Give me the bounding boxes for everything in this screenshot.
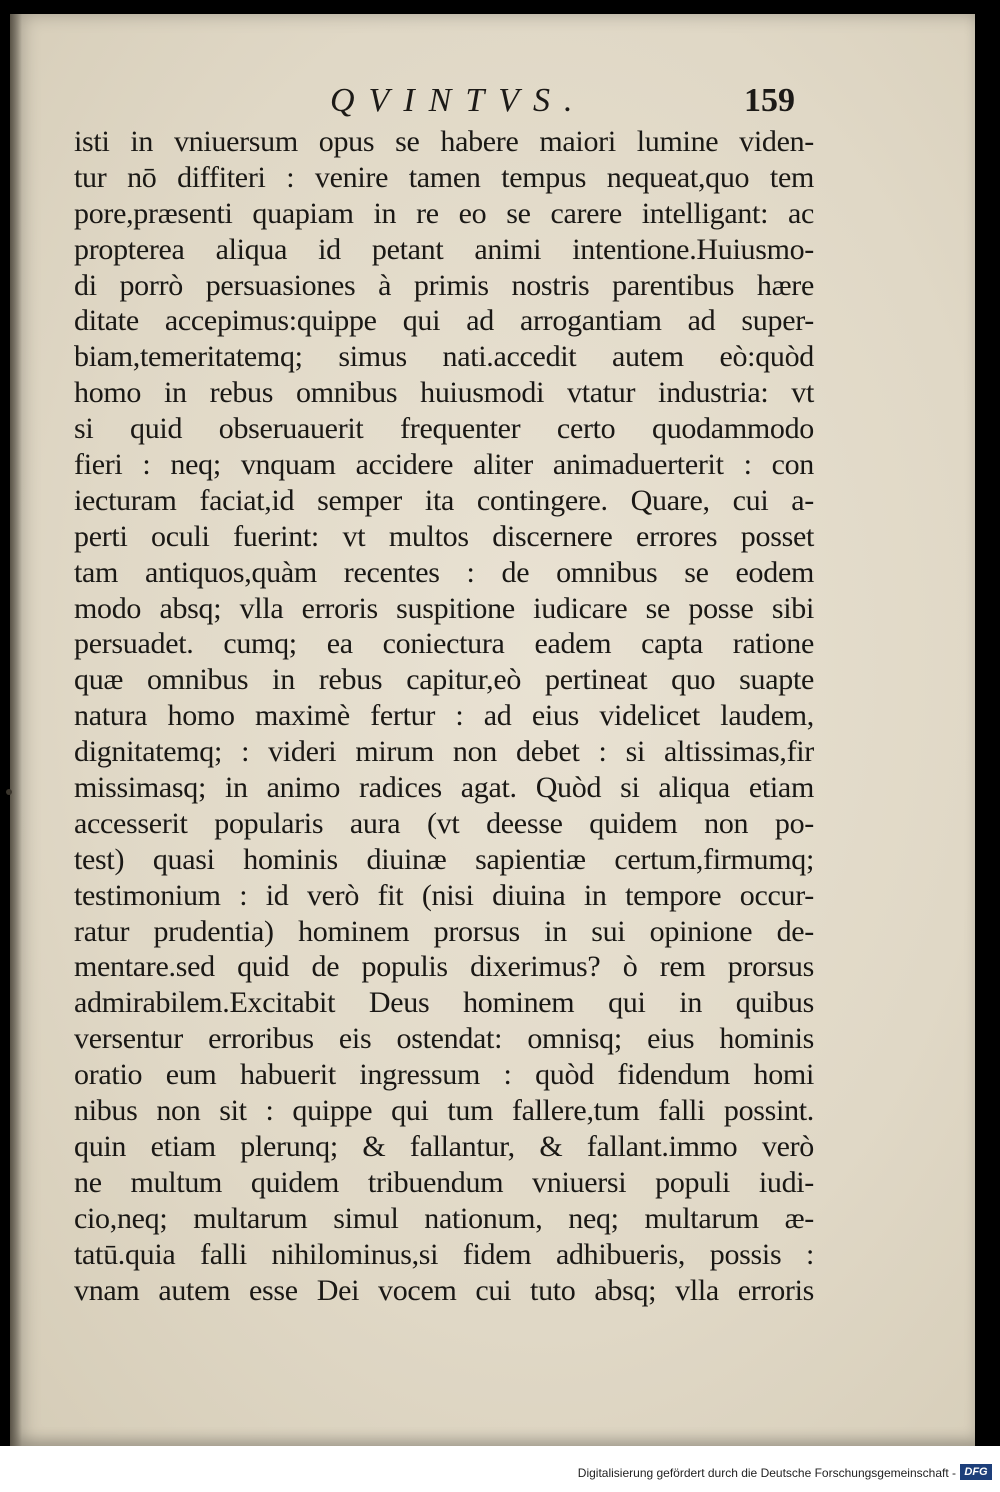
page-number: 159	[744, 82, 795, 119]
text-line: accesserit popularis aura (vt deesse quidem non po-	[74, 806, 814, 840]
text-line: perti oculi fuerint: vt multos discernere errores posset	[74, 519, 814, 553]
text-line: mentare.sed quid de populis dixerimus? ò rem prorsus	[74, 950, 814, 984]
text-line: quin etiam plerunq; & fallantur, & fallant.immo verò	[74, 1129, 814, 1163]
text-line: ne multum quidem tribuendum vniuersi populi iudi-	[74, 1165, 814, 1199]
text-line: propterea aliqua id petant animi intentione.Huiusmo-	[74, 232, 814, 266]
dfg-logo: DFG	[960, 1464, 992, 1480]
text-line: isti in vniuersum opus se habere maiori lumine viden-	[74, 125, 814, 158]
text-line: vnam autem esse Dei vocem cui tuto absq; vlla erroris	[74, 1273, 814, 1307]
footer-bar	[0, 1446, 1000, 1492]
text-line: iecturam faciat,id semper ita contingere. Quare, cui a-	[74, 483, 814, 517]
body-text	[74, 124, 814, 1308]
text-line: test) quasi hominis diuinæ sapientiæ certum,firmumq;	[74, 842, 814, 876]
running-head: QVINTVS.	[330, 82, 587, 119]
text-line: nibus non sit : quippe qui tum fallere,tum falli possint.	[74, 1094, 814, 1128]
text-line: testimonium : id verò fit (nisi diuina in tempore occur-	[74, 878, 814, 912]
page-gutter-shadow	[10, 14, 22, 1446]
text-line: fieri : neq; vnquam accidere aliter animaduerterit : con	[74, 448, 814, 482]
text-line: biam,temeritatemq; simus nati.accedit autem eò:quòd	[74, 340, 814, 374]
text-line: persuadet. cumq; ea coniectura eadem capta ratione	[74, 627, 814, 661]
book-page	[10, 14, 975, 1446]
text-line: tur nō diffiteri : venire tamen tempus nequeat,quo tem	[74, 160, 814, 194]
text-line: modo absq; vlla erroris suspitione iudicare se posse sibi	[74, 591, 814, 625]
text-line: ratur prudentia) hominem prorsus in sui opinione de-	[74, 914, 814, 948]
text-line: dignitatemq; : videri mirum non debet : si altissimas,fir	[74, 735, 814, 769]
text-line: tatū.quia falli nihilominus,si fidem adhibueris, possis :	[74, 1237, 814, 1271]
text-line: natura homo maximè fertur : ad eius videlicet laudem,	[74, 699, 814, 733]
text-line: pore,præsenti quapiam in re eo se carere intelligant: ac	[74, 196, 814, 230]
text-line: admirabilem.Excitabit Deus hominem qui in quibus	[74, 986, 814, 1020]
page-header	[10, 76, 975, 124]
text-line: ditate accepimus:quippe qui ad arrogantiam ad super-	[74, 304, 814, 338]
text-line: cio,neq; multarum simul nationum, neq; multarum æ-	[74, 1201, 814, 1235]
text-line: tam antiquos,quàm recentes : de omnibus se eodem	[74, 555, 814, 589]
text-line: missimasq; in animo radices agat. Quòd si aliqua etiam	[74, 771, 814, 805]
text-line: di porrò persuasiones à primis nostris parentibus hære	[74, 268, 814, 302]
text-line: versentur erroribus eis ostendat: omnisq; eius hominis	[74, 1022, 814, 1056]
text-line: homo in rebus omnibus huiusmodi vtatur industria: vt	[74, 376, 814, 410]
text-line: oratio eum habuerit ingressum : quòd fidendum homi	[74, 1058, 814, 1092]
margin-ink-mark	[6, 789, 12, 795]
text-line: si quid obseruauerit frequenter certo quodammodo	[74, 412, 814, 446]
funding-credit: Digitalisierung gefördert durch die Deutsche Forschungsgemeinschaft -	[577, 1466, 956, 1480]
text-line: quæ omnibus in rebus capitur,eò pertineat quo suapte	[74, 663, 814, 697]
